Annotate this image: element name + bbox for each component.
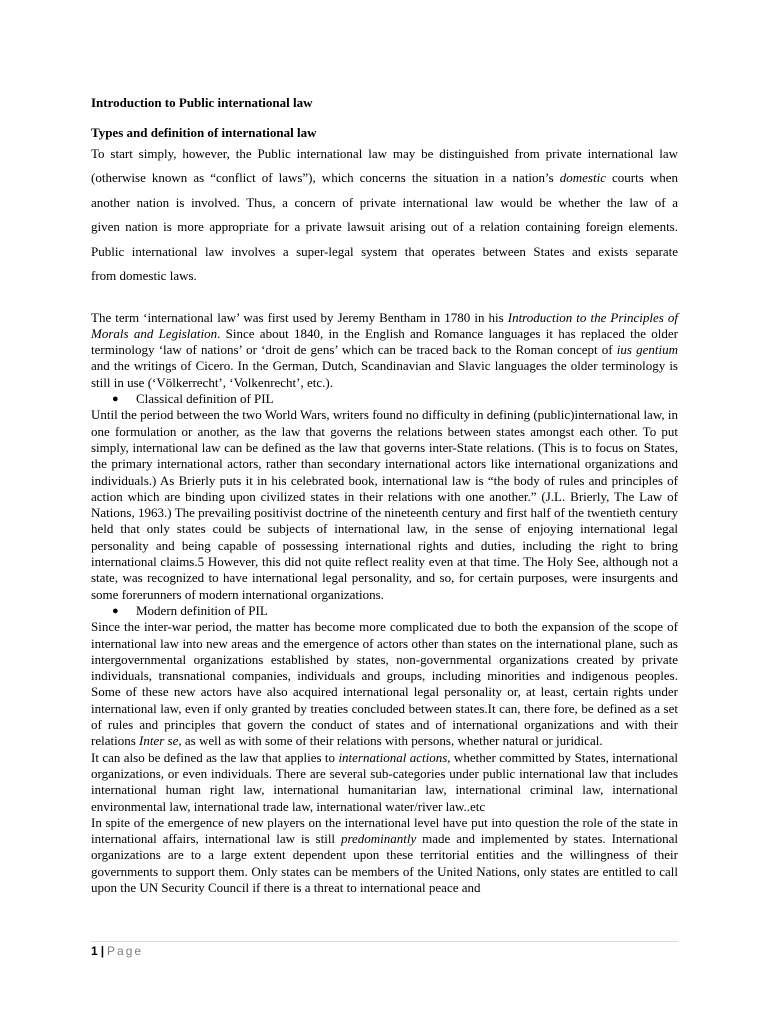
actions-paragraph: It can also be defined as the law that applies to international actions, whether committed by States, international organizations, or even individuals. There are several sub-categories under public international law that includes international human right law, international humanitarian law, international criminal law, international environmental law, international trade law, international water/river law..etc — [91, 749, 678, 814]
page-number: 1 — [91, 944, 98, 958]
document-body — [91, 95, 678, 896]
footer-separator: | — [100, 944, 105, 958]
bullet-modern-definition: ● Modern definition of PIL — [112, 602, 268, 618]
spacer — [91, 289, 678, 310]
intro-line: another nation is involved. Thus, a concern of private international law would be whether the law of a — [91, 194, 678, 210]
term-paragraph: The term ‘international law’ was first used by Jeremy Bentham in 1780 in his Introduction to the Principles of Morals and Legislation. Since about 1840, in the English and Romance languages it has replaced the older terminology ‘law of nations’ or ‘droit de gens’ which can be traced back to the Roman concept of ius gentium and the writings of Cicero. In the German, Dutch, Scandinavian and Slavic languages the older terminology is still in use (‘Völkerrecht’, ‘Volkenrecht’, etc.). — [91, 309, 679, 390]
section-heading: Types and definition of international law — [91, 125, 317, 141]
document-title: Introduction to Public international law — [91, 95, 313, 110]
bullet-icon: ● — [112, 604, 119, 617]
footer-divider — [91, 941, 678, 942]
intro-line: To start simply, however, the Public international law may be distinguished from private international law — [91, 145, 678, 161]
intro-paragraph — [91, 142, 678, 289]
classical-paragraph: Until the period between the two World Wars, writers found no difficulty in defining (public)international law, in one formulation or another, as the law that governs the relations between states amongst each other. To put simply, international law can be defined as the law that governs inter-State relations. (This is to focus on States, the primary international actors, rather than secondary international actors like international organizations and individuals.) As Brierly puts it in his celebrated book, international law is “the body of rules and principles of action which are binding upon civilized states in their relations with one another.” (J.L. Brierly, The Law of Nations, 1963.) The prevailing positivist doctrine of the nineteenth century and first half of the twentieth century held that only states could be subjects of international law, in the sense of enjoying international legal personality and being capable of possessing international rights and duties, including the right to bring international claims.5 However, this did not quite reflect reality even at that time. The Holy See, although not a state, was recognized to have international legal personality, and so, for certain purposes, were insurgents and some forerunners of modern international organizations. — [91, 407, 678, 602]
intro-line: given nation is more appropriate for a private lawsuit arising out of a relation containing foreign elements. — [91, 219, 678, 235]
intro-line: (otherwise known as “conflict of laws”), which concerns the situation in a nation’s domestic courts when — [91, 170, 678, 186]
states-paragraph: In spite of the emergence of new players on the international level have put into question the role of the state in international affairs, international law is still predominantly made and implemented by states. International organizations are to a large extent dependent upon these territorial entities and the willingness of their governments to support them. Only states can be members of the United Nations, only states are entitled to call upon the UN Security Council if there is a threat to international peace and — [91, 814, 678, 895]
page-label: Page — [107, 944, 144, 958]
modern-paragraph: Since the inter-war period, the matter has become more complicated due to both the expansion of the scope of international law into new areas and the emergence of actors other than states on the international plane, such as intergovernmental organizations established by states, non-governmental organizations created by private individuals, transnational companies, individuals and groups, including minorities and indigenous peoples. Some of these new actors have also acquired international legal personality or, at least, certain rights under international law, even if only granted by treaties concluded between states.It can, there fore, be defined as a set of rules and principles that govern the conduct of states and of international organizations and with their relations Inter se, as well as with some of their relations with persons, whether natural or juridical. — [91, 619, 678, 749]
bullet-classical-definition: ● Classical definition of PIL — [112, 391, 274, 407]
bullet-icon: ● — [112, 393, 119, 406]
intro-line: from domestic laws. — [91, 268, 197, 284]
intro-line: Public international law involves a super-legal system that operates between States and exists separate — [91, 243, 678, 259]
page-footer — [91, 944, 143, 958]
